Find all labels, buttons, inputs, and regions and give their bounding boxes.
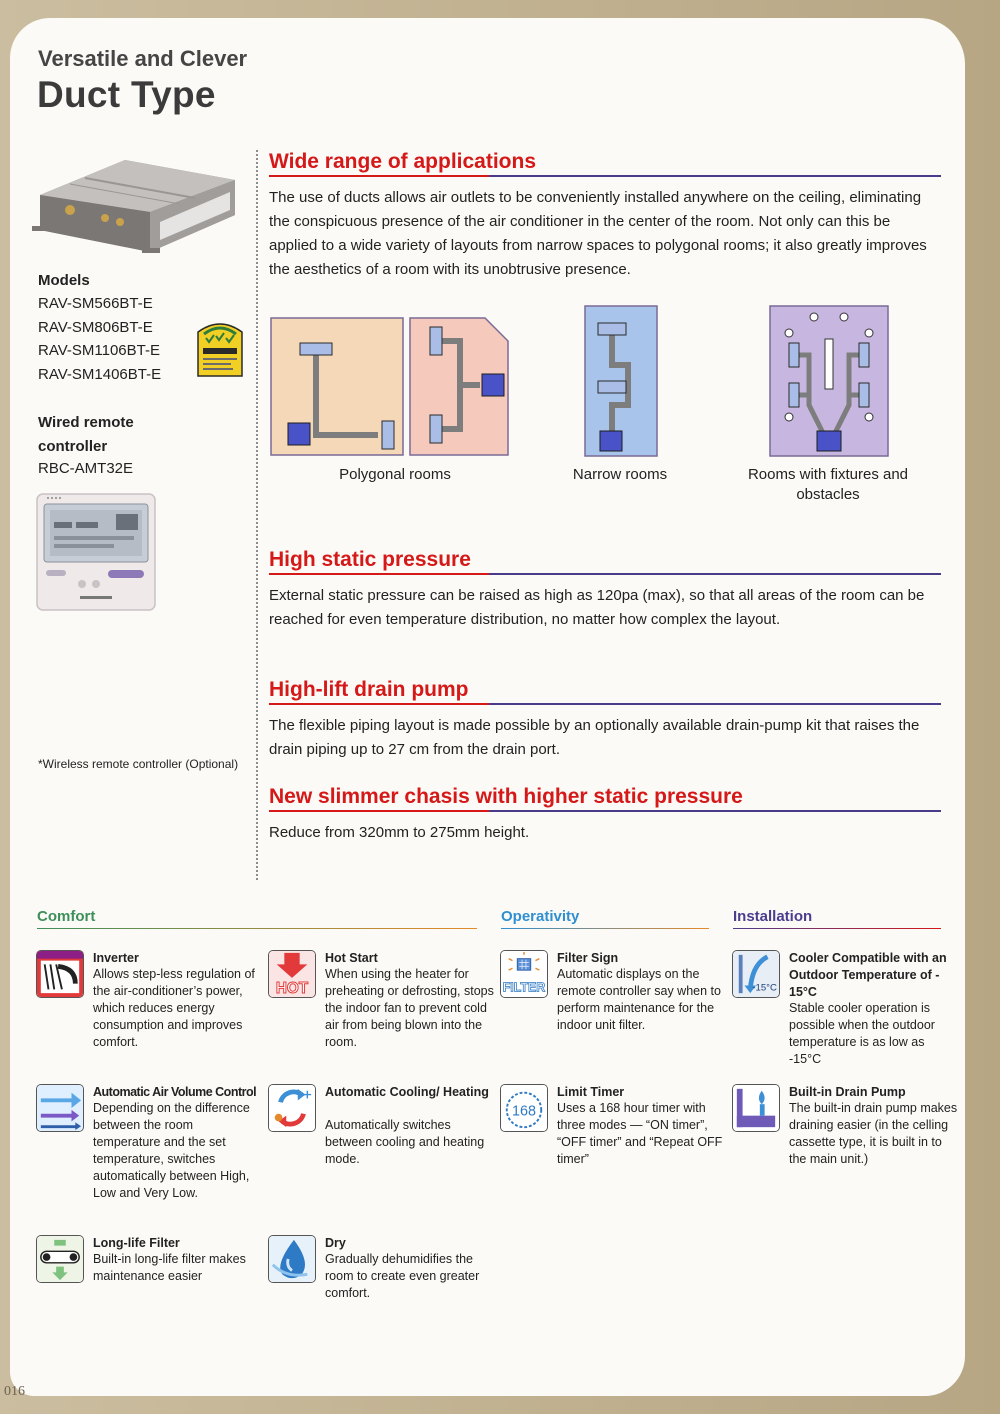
feature-title: Inverter xyxy=(93,951,139,965)
feature-title: Limit Timer xyxy=(557,1085,625,1099)
section-body: The flexible piping layout is made possible by an optionally available drain-pump kit that raises the drain piping up to 27 cm from the drain port. xyxy=(269,717,920,758)
feature-body: The built-in drain pump makes draining easier (in the celling cassette type, it is built in to the main unit.) xyxy=(789,1101,958,1166)
category-installation-rule xyxy=(733,928,941,929)
section-body: External static pressure can be raised as high as 120pa (max), so that all areas of the room can be reached for even temperature distribution, no matter how complex the layout. xyxy=(269,587,925,628)
hot-icon-text: HOT xyxy=(275,980,309,998)
category-operativity-rule xyxy=(501,928,709,929)
section-title: High-lift drain pump xyxy=(269,678,469,701)
feature-body: When using the heater for preheating or defrosting, stops the indoor fan to prevent cold air from being blown into the room. xyxy=(325,967,494,1049)
remote-model: RBC-AMT32E xyxy=(38,460,134,477)
feature-body: Stable cooler operation is possible when the outdoor temperature is as low as -15°C xyxy=(789,1001,935,1066)
feature-inverter xyxy=(36,950,261,1050)
feature-title: Built-in Drain Pump xyxy=(789,1085,906,1099)
feature-title: Hot Start xyxy=(325,951,378,965)
diagram-caption-narrow: Narrow rooms xyxy=(572,466,668,483)
cooling-heating-icon xyxy=(268,1084,316,1132)
category-installation: Installation xyxy=(733,908,813,925)
feature-body: Automatically switches between cooling and heating mode. xyxy=(325,1118,485,1166)
models-heading: Models xyxy=(38,272,90,289)
feature-auto-cooling-heating xyxy=(268,1084,493,1184)
feature-title: Long-life Filter xyxy=(93,1236,180,1250)
temperature-icon-text: -15°C xyxy=(752,982,777,994)
fixtures-rooms-diagram xyxy=(769,305,889,457)
inverter-icon xyxy=(36,950,84,998)
duct-unit-image xyxy=(30,140,245,260)
page-kicker: Versatile and Clever xyxy=(38,46,248,71)
feature-hot-start xyxy=(268,950,493,1070)
feature-body: Allows step-less regulation of the air-conditioner’s power, which reduces energy consumption and improves comfort. xyxy=(93,967,255,1049)
hot-start-icon xyxy=(268,950,316,998)
timer-icon xyxy=(500,1084,548,1132)
section-title: High static pressure xyxy=(269,548,471,571)
section-title: Wide range of applications xyxy=(269,150,537,173)
category-comfort: Comfort xyxy=(37,908,96,925)
feature-long-life-filter xyxy=(36,1235,261,1295)
section-rule xyxy=(269,703,941,705)
feature-dry xyxy=(268,1235,493,1315)
section-rule xyxy=(269,810,941,812)
section-slimmer-chassis xyxy=(269,784,941,845)
polygonal-rooms-diagram xyxy=(270,317,510,457)
feature-limit-timer xyxy=(500,1084,725,1184)
feature-filter-sign xyxy=(500,950,725,1050)
wireless-remote-note: *Wireless remote controller (Optional) xyxy=(38,757,239,771)
page-title: Duct Type xyxy=(37,74,216,115)
model-item: RAV-SM1406BT-E xyxy=(38,365,162,383)
model-item: RAV-SM806BT-E xyxy=(38,318,153,336)
narrow-rooms-diagram xyxy=(584,305,658,457)
timer-icon-text: 168 xyxy=(512,1103,536,1120)
feature-title: Cooler Compatible with an Outdoor Temperature of - 15°C xyxy=(789,951,947,999)
feature-body: Gradually dehumidifies the room to create even greater comfort. xyxy=(325,1252,480,1300)
feature-title: Automatic Air Volume Control xyxy=(93,1085,257,1099)
feature-body: Built-in long-life filter makes maintenance easier xyxy=(93,1252,246,1283)
section-rule xyxy=(269,573,941,575)
filter-icon-text: FILTER xyxy=(502,980,546,995)
category-operativity: Operativity xyxy=(501,908,580,925)
section-body: The use of ducts allows air outlets to be conveniently installed anywhere on the ceiling, eliminating the conspicuous presence of the air conditioner in the center of the room. Not only can this be applied to a wide variety of layouts from narrow spaces to polygonal rooms; it also greatly improves the aesthetics of a room with its unobtrusive presence. xyxy=(269,189,927,278)
section-drain-pump xyxy=(269,677,941,762)
diagram-caption-polygonal: Polygonal rooms xyxy=(339,466,451,483)
section-body: Reduce from 320mm to 275mm height. xyxy=(269,824,530,841)
feature-title: Filter Sign xyxy=(557,951,619,965)
feature-auto-air-volume xyxy=(36,1084,261,1224)
model-item: RAV-SM566BT-E xyxy=(38,295,153,312)
models-list xyxy=(38,295,161,389)
diagram-caption-fixtures: Rooms with fixtures and obstacles xyxy=(747,466,909,503)
section-wide-range xyxy=(269,149,941,282)
air-volume-icon xyxy=(36,1084,84,1132)
feature-cooler-compatible xyxy=(732,950,957,1070)
drain-pump-icon xyxy=(732,1084,780,1132)
feature-drain-pump xyxy=(732,1084,957,1184)
page-number: 016 xyxy=(4,1384,25,1399)
filter-sign-icon xyxy=(500,950,548,998)
long-life-filter-icon xyxy=(36,1235,84,1283)
column-divider xyxy=(256,150,258,880)
outdoor-temperature-icon xyxy=(732,950,780,998)
feature-title: Dry xyxy=(325,1236,346,1250)
feature-body: Automatic displays on the remote controller say when to perform maintenance for the indoor unit filter. xyxy=(557,967,721,1032)
remote-heading: Wired remote controller xyxy=(38,414,134,455)
section-rule xyxy=(269,175,941,177)
section-high-static xyxy=(269,547,941,632)
feature-title: Automatic Cooling/ Heating xyxy=(325,1085,489,1099)
model-item: RAV-SM1106BT-E xyxy=(38,342,160,359)
feature-body: Depending on the difference between the room temperature and the set temperature, switches automatically between High, Low and Very Low. xyxy=(93,1101,250,1200)
wired-remote-image xyxy=(36,492,156,612)
category-comfort-rule xyxy=(37,928,477,929)
feature-body: Uses a 168 hour timer with three modes — “ON timer”, “OFF timer” and “Repeat OFF timer” xyxy=(557,1101,723,1166)
energy-rating-badge xyxy=(194,318,246,380)
section-title: New slimmer chasis with higher static pressure xyxy=(269,785,743,808)
water-drop-icon xyxy=(268,1235,316,1283)
